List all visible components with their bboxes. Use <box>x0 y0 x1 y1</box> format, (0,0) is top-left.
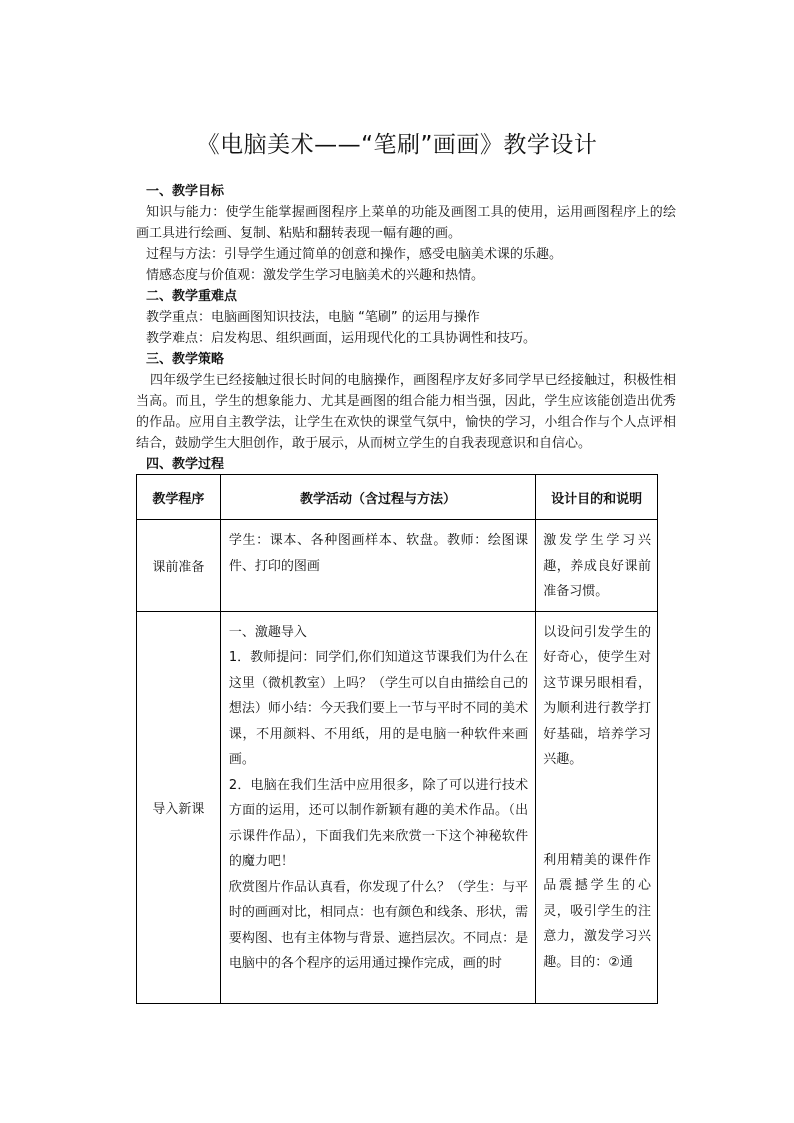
activity-text: 2．电脑在我们生活中应用很多，除了可以进行技术方面的运用，还可以制作新颖有趣的美术作品。（出示课件作品），下面我们先来欣赏一下这个神秘软件的魔力吧！ <box>228 777 529 869</box>
activity-text: 学生：课本、各种图画样本、软盘。教师：绘图课件、打印的图画 <box>228 533 529 574</box>
teaching-process-table <box>136 474 658 1004</box>
strategy-text: 四年级学生已经接触过很长时间的电脑操作，画图程序友好多同学早已经接触过，积极性相当高。而且，学生的想象能力、尤其是画图的组合能力相当强，因此，学生应该能创造出优秀的作品。应用自主教学法，让学生在欢快的课堂气氛中，愉快的学习，小组合作与个人点评相结合，鼓励学生大胆创作，敢于展示，从而树立学生的自我表现意识和自信心。 <box>136 373 676 451</box>
table-row <box>137 611 658 1003</box>
goals-knowledge-text: 知识与能力：使学生能掌握画图程序上菜单的功能及画图工具的使用，运用画图程序上的绘画工具进行绘画、复制、粘贴和翻转表现一幅有趣的画。 <box>136 205 676 241</box>
key-focus-text: 教学重点：电脑画图知识技法，电脑 “笔刷” 的运用与操作 <box>146 310 480 325</box>
goals-heading: 一、教学目标 <box>146 184 225 199</box>
purpose-cell <box>536 520 658 612</box>
document-title: 《电脑美术——“笔刷”画画》教学设计 <box>196 132 598 158</box>
key-points-heading: 二、教学重难点 <box>146 289 238 304</box>
activity-cell <box>220 611 535 1003</box>
activity-text: 1．教师提问：同学们,你们知道这节课我们为什么在这里（微机教室）上吗？（学生可以自由描绘自己的想法）师小结：今天我们要上一节与平时不同的美术课，不用颜料、不用纸，用的是电脑一种软件来画画。 <box>228 650 529 767</box>
stage-cell: 导入新课 <box>137 611 221 1003</box>
strategy-heading: 三、教学策略 <box>146 352 225 367</box>
purpose-cell <box>536 611 658 1003</box>
goals-process-text: 过程与方法：引导学生通过简单的创意和操作，感受电脑美术课的乐趣。 <box>146 247 563 262</box>
purpose-text: 利用精美的课件作品震撼学生的心灵，吸引学生的注意力，激发学习兴趣。目的：②通 <box>543 852 651 970</box>
purpose-text: 以设问引发学生的好奇心，使学生对这节课另眼相看，为顺利进行教学打好基础，培养学习兴趣。 <box>543 624 651 767</box>
purpose-text: 激发学生学习兴趣，养成良好课前准备习惯。 <box>543 533 651 599</box>
header-purpose: 设计目的和说明 <box>536 475 658 520</box>
activity-text: 一、激趣导入 <box>228 624 307 640</box>
header-stage: 教学程序 <box>137 475 221 520</box>
activity-cell <box>220 520 535 612</box>
table-row <box>137 520 658 612</box>
goals-attitude-text: 情感态度与价值观：激发学生学习电脑美术的兴趣和热情。 <box>146 268 485 283</box>
activity-text: 欣赏图片作品认真看，你发现了什么？（学生：与平时的画画对比，相同点：也有颜色和线条、形状，需要构图、也有主体物与背景、遮挡层次。不同点：是电脑中的各个程序的运用通过操作完成，画的时 <box>228 879 529 971</box>
table-header-row <box>137 475 658 520</box>
process-heading: 四、教学过程 <box>146 457 225 472</box>
stage-cell: 课前准备 <box>137 520 221 612</box>
header-activity: 教学活动（含过程与方法） <box>220 475 535 520</box>
key-difficulty-text: 教学难点：启发构思、组织画面，运用现代化的工具协调性和技巧。 <box>146 331 537 346</box>
